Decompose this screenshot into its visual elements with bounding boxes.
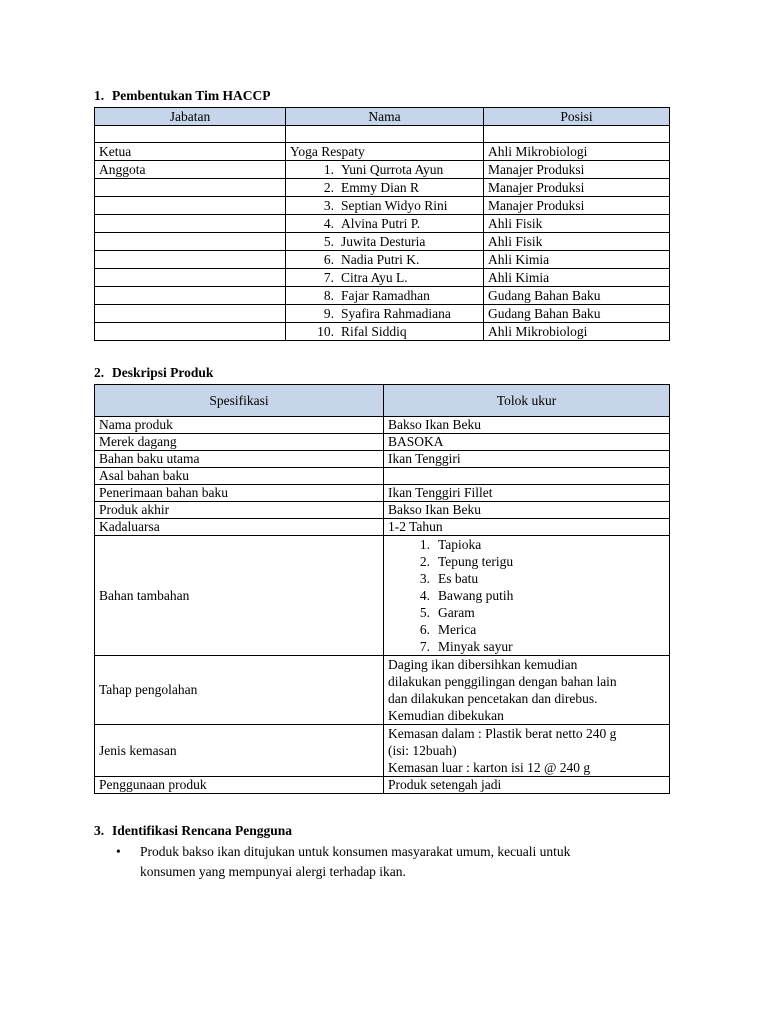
text-line: Kemasan luar : karton isi 12 @ 240 g: [388, 760, 591, 775]
cell-nama: [286, 233, 484, 251]
list-text: Tapioka: [438, 537, 482, 552]
header-spesifikasi: Spesifikasi: [95, 385, 384, 417]
text-line: konsumen yang mempunyai alergi terhadap ikan.: [140, 863, 406, 879]
table-cell-label: Kadaluarsa: [95, 519, 384, 536]
cell-posisi: Manajer Produksi: [484, 161, 670, 179]
list-number: 7.: [419, 639, 430, 654]
list-item: [388, 536, 665, 553]
list-text: Bawang putih: [438, 588, 514, 603]
bullet-paragraph: [116, 842, 676, 881]
list-number: 3.: [323, 197, 334, 213]
cell-jabatan: [95, 233, 286, 251]
section-2-heading: 2. Deskripsi Produk: [94, 365, 214, 380]
cell-jabatan: [95, 215, 286, 233]
list-number: 6.: [323, 251, 334, 267]
table-row: [95, 215, 670, 233]
cell-nama: [286, 126, 484, 143]
cell-jabatan: [95, 251, 286, 269]
list-number: 4.: [323, 215, 334, 231]
table-cell-label: Nama produk: [95, 417, 384, 434]
table-cell-value: Ikan Tenggiri Fillet: [384, 485, 670, 502]
cell-nama: [286, 269, 484, 287]
text-line: Produk bakso ikan ditujukan untuk konsumen masyarakat umum, kecuali untuk: [140, 844, 571, 859]
table-row: [95, 233, 670, 251]
table-cell-label: Merek dagang: [95, 434, 384, 451]
cell-jabatan: [95, 323, 286, 341]
list-item: [388, 570, 665, 587]
text-line: Daging ikan dibersihkan kemudian: [388, 657, 578, 672]
table-row: [95, 434, 670, 451]
bullet-icon: •: [116, 844, 121, 859]
list-number: 2.: [419, 554, 430, 569]
cell-nama: [286, 215, 484, 233]
cell-nama: [286, 161, 484, 179]
table-cell-value: Bakso Ikan Beku: [384, 502, 670, 519]
list-number: 9.: [323, 305, 334, 321]
table-cell-label: Asal bahan baku: [95, 468, 384, 485]
cell-jabatan: [95, 179, 286, 197]
haccp-team-table: [94, 107, 670, 341]
member-name: Nadia Putri K.: [341, 251, 420, 267]
list-text: Merica: [438, 622, 477, 637]
table-row: [95, 269, 670, 287]
cell-jabatan: [95, 126, 286, 143]
table-cell-label: Bahan tambahan: [95, 536, 384, 656]
cell-posisi: Manajer Produksi: [484, 179, 670, 197]
list-number: 3.: [419, 571, 430, 586]
list-text: Minyak sayur: [438, 639, 513, 654]
table-header-row: [95, 108, 670, 126]
text-line: Kemasan dalam : Plastik berat netto 240 g: [388, 726, 617, 741]
table-row: [95, 305, 670, 323]
table-row: [95, 536, 670, 656]
cell-nama: [286, 197, 484, 215]
table-cell-label: Bahan baku utama: [95, 451, 384, 468]
member-name: Yuni Qurrota Ayun: [341, 161, 444, 177]
table-cell-value: [384, 725, 670, 777]
table-cell-value: Produk setengah jadi: [384, 777, 670, 794]
text-line: dilakukan penggilingan dengan bahan lain: [388, 674, 617, 689]
table-row: [95, 143, 670, 161]
cell-jabatan: [95, 305, 286, 323]
table-row: [95, 179, 670, 197]
list-text: Tepung terigu: [438, 554, 514, 569]
cell-posisi: Manajer Produksi: [484, 197, 670, 215]
member-name: Alvina Putri P.: [341, 215, 421, 231]
table-row: [95, 485, 670, 502]
table-row: [95, 468, 670, 485]
list-number: 5.: [419, 605, 430, 620]
table-cell-value: 1-2 Tahun: [384, 519, 670, 536]
table-row: [95, 323, 670, 341]
cell-posisi: Ahli Mikrobiologi: [484, 143, 670, 161]
list-number: 8.: [323, 287, 334, 303]
cell-jabatan: [95, 197, 286, 215]
member-name: Juwita Desturia: [341, 233, 426, 249]
table-cell-value: [384, 468, 670, 485]
list-number: 10.: [317, 323, 334, 339]
table-row: [95, 656, 670, 725]
cell-posisi: Ahli Fisik: [484, 215, 670, 233]
cell-jabatan: Anggota: [95, 161, 286, 179]
cell-posisi: Ahli Fisik: [484, 233, 670, 251]
cell-nama: [286, 323, 484, 341]
table-row: [95, 126, 670, 143]
text-line: dan dilakukan pencetakan dan direbus.: [388, 691, 598, 706]
table-row: [95, 777, 670, 794]
table-cell-value: [384, 536, 670, 656]
list-number: 1.: [419, 537, 430, 552]
list-item: [388, 604, 665, 621]
list-item: [388, 587, 665, 604]
member-name: Citra Ayu L.: [341, 269, 408, 285]
table-header-row: [95, 385, 670, 417]
cell-jabatan: Ketua: [95, 143, 286, 161]
member-name: Fajar Ramadhan: [341, 287, 430, 303]
text-line: (isi: 12buah): [388, 743, 457, 758]
list-text: Es batu: [438, 571, 479, 586]
member-name: Emmy Dian R: [341, 179, 419, 195]
header-jabatan: Jabatan: [95, 108, 286, 126]
list-number: 4.: [419, 588, 430, 603]
cell-nama: Yoga Respaty: [286, 143, 484, 161]
list-item: [388, 553, 665, 570]
table-row: [95, 417, 670, 434]
cell-posisi: Ahli Mikrobiologi: [484, 323, 670, 341]
haccp-team-body: [95, 126, 670, 341]
table-cell-value: BASOKA: [384, 434, 670, 451]
table-row: [95, 287, 670, 305]
header-nama: Nama: [286, 108, 484, 126]
member-name: Rifal Siddiq: [341, 323, 407, 339]
table-cell-value: [384, 656, 670, 725]
section-1-heading: 1. Pembentukan Tim HACCP: [94, 88, 271, 103]
cell-nama: [286, 305, 484, 323]
cell-posisi: Ahli Kimia: [484, 251, 670, 269]
list-number: 2.: [323, 179, 334, 195]
table-cell-label: Tahap pengolahan: [95, 656, 384, 725]
product-description-body: [95, 417, 670, 794]
cell-posisi: Gudang Bahan Baku: [484, 305, 670, 323]
list-number: 1.: [323, 161, 334, 177]
list-text: Garam: [438, 605, 475, 620]
header-tolok-ukur: Tolok ukur: [384, 385, 670, 417]
table-row: [95, 197, 670, 215]
header-posisi: Posisi: [484, 108, 670, 126]
cell-nama: [286, 287, 484, 305]
member-name: Syafira Rahmadiana: [341, 305, 451, 321]
list-number: 5.: [323, 233, 334, 249]
list-item: [388, 621, 665, 638]
cell-posisi: Ahli Kimia: [484, 269, 670, 287]
table-cell-value: Bakso Ikan Beku: [384, 417, 670, 434]
cell-posisi: [484, 126, 670, 143]
bahan-tambahan-list: [388, 536, 665, 655]
table-row: [95, 451, 670, 468]
cell-jabatan: [95, 287, 286, 305]
table-row: [95, 725, 670, 777]
table-cell-label: Jenis kemasan: [95, 725, 384, 777]
table-row: [95, 251, 670, 269]
list-number: 6.: [419, 622, 430, 637]
table-cell-label: Produk akhir: [95, 502, 384, 519]
table-cell-value: Ikan Tenggiri: [384, 451, 670, 468]
table-cell-label: Penggunaan produk: [95, 777, 384, 794]
table-row: [95, 519, 670, 536]
cell-nama: [286, 179, 484, 197]
list-item: [388, 638, 665, 655]
list-number: 7.: [323, 269, 334, 285]
product-description-table: [94, 384, 670, 794]
section-3-heading: 3. Identifikasi Rencana Pengguna: [94, 823, 293, 838]
bullet-text: [140, 842, 676, 881]
table-cell-label: Penerimaan bahan baku: [95, 485, 384, 502]
cell-posisi: Gudang Bahan Baku: [484, 287, 670, 305]
table-row: [95, 161, 670, 179]
text-line: Kemudian dibekukan: [388, 708, 504, 723]
member-name: Septian Widyo Rini: [341, 197, 448, 213]
cell-nama: [286, 251, 484, 269]
table-row: [95, 502, 670, 519]
cell-jabatan: [95, 269, 286, 287]
